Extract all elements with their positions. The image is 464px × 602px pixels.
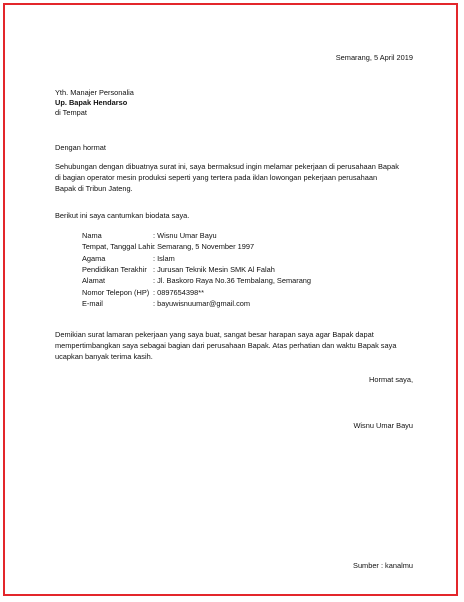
intro-paragraph-line-2: di bagian operator mesin produksi seperti yang tertera pada iklan lowongan pekerjaan perusahaan bbox=[55, 173, 378, 182]
signature-name: Wisnu Umar Bayu bbox=[353, 421, 413, 430]
closing-paragraph-line-1: Demikian surat lamaran pekerjaan yang saya buat, sangat besar harapan saya agar Bapak dapat bbox=[55, 330, 374, 339]
source-note: Sumber : kanalmu bbox=[353, 561, 413, 570]
letter-page bbox=[3, 3, 458, 596]
biodata-value-pendidikan: : Jurusan Teknik Mesin SMK Al Falah bbox=[153, 265, 275, 274]
intro-paragraph-line-1: Sehubungan dengan dibuatnya surat ini, saya bermaksud ingin melamar pekerjaan di perusahaan Bapak bbox=[55, 162, 399, 171]
biodata-label-nama: Nama bbox=[82, 231, 102, 240]
biodata-value-ttl: : Semarang, 5 November 1997 bbox=[153, 242, 255, 251]
biodata-label-ttl: Tempat, Tanggal Lahir bbox=[82, 242, 155, 251]
closing-paragraph-line-3: ucapkan banyak terima kasih. bbox=[55, 352, 153, 361]
closing-paragraph-line-2: mempertimbangkan saya sebagai bagian dari perusahaan Bapak. Atas perhatian dan waktu Bapak saya bbox=[55, 341, 397, 350]
letter-date: Semarang, 5 April 2019 bbox=[335, 53, 413, 62]
intro-paragraph-line-3: Bapak di Tribun Jateng. bbox=[55, 184, 133, 193]
biodata-value-telepon: : 0897654398** bbox=[153, 288, 204, 297]
biodata-label-email: E-mail bbox=[82, 299, 103, 308]
biodata-label-pendidikan: Pendidikan Terakhir bbox=[82, 265, 147, 274]
biodata-value-email: : bayuwisnuumar@gmail.com bbox=[153, 299, 251, 308]
recipient-line-3: di Tempat bbox=[55, 108, 87, 117]
biodata-value-agama: : Islam bbox=[153, 254, 175, 263]
greeting: Dengan hormat bbox=[55, 143, 106, 152]
biodata-value-alamat: : Jl. Baskoro Raya No.36 Tembalang, Semarang bbox=[153, 276, 312, 285]
recipient-line-1: Yth. Manajer Personalia bbox=[55, 88, 134, 97]
sign-off: Hormat saya, bbox=[369, 375, 413, 384]
biodata-intro: Berikut ini saya cantumkan biodata saya. bbox=[55, 211, 190, 220]
biodata-label-telepon: Nomor Telepon (HP) bbox=[82, 288, 150, 297]
recipient-line-2: Up. Bapak Hendarso bbox=[55, 98, 128, 107]
biodata-label-agama: Agama bbox=[82, 254, 106, 263]
biodata-value-nama: : Wisnu Umar Bayu bbox=[153, 231, 217, 240]
biodata-label-alamat: Alamat bbox=[82, 276, 106, 285]
